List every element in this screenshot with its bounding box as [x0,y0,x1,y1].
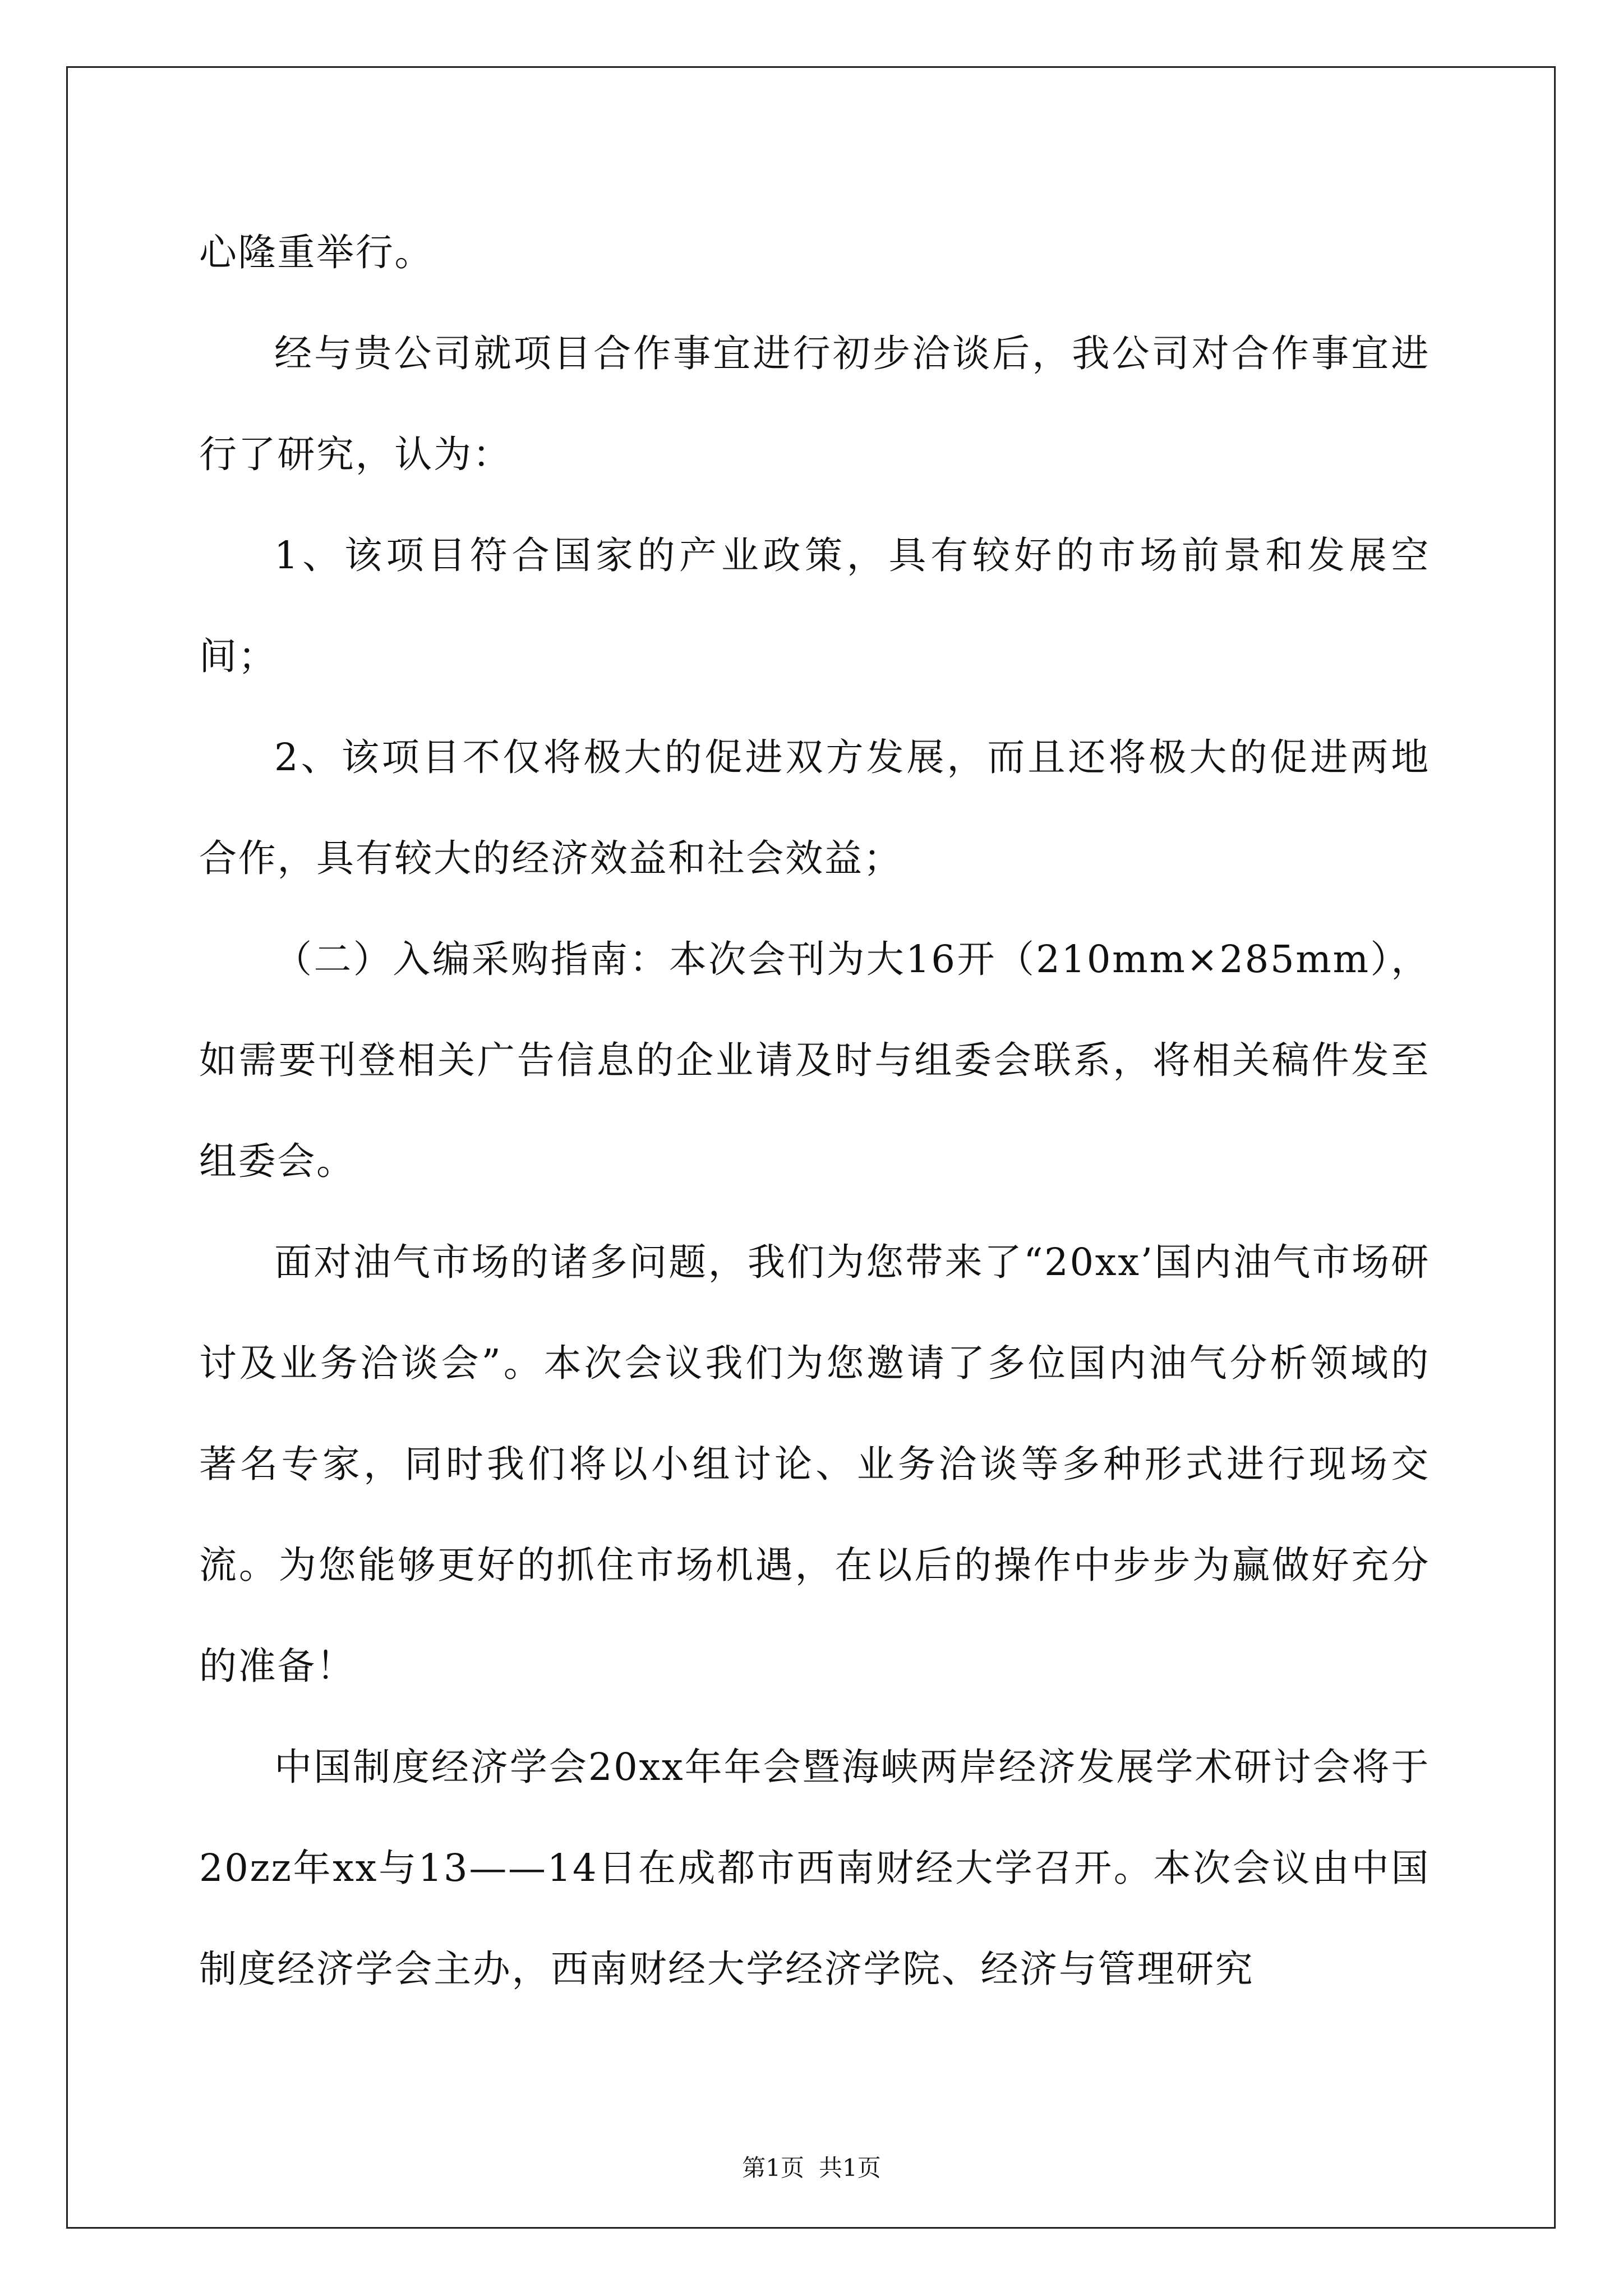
paragraph-point-2: 2、该项目不仅将极大的促进双方发展，而且还将极大的促进两地合作，具有较大的经济效益和社会效益； [199,735,1430,880]
document-body [199,202,1430,2019]
paragraph-continuation: 心隆重举行。 [199,231,434,274]
page-number-footer: 第1页 共1页 [742,2154,881,2182]
paragraph-point-1: 1、该项目符合国家的产业政策，具有较好的市场前景和发展空间； [199,533,1430,678]
paragraph-economics-conference: 中国制度经济学会20xx年年会暨海峡两岸经济发展学术研讨会将于20zz年xx与13——14日在成都市西南财经大学召开。本次会议由中国制度经济学会主办，西南财经大学经济学院、经济与管理研究 [199,1745,1430,1991]
paragraph-cooperation-intro: 经与贵公司就项目合作事宜进行初步洽谈后，我公司对合作事宜进行了研究，认为： [199,332,1430,476]
paragraph-oil-gas-meeting: 面对油气市场的诸多问题，我们为您带来了“20xx’国内油气市场研讨及业务洽谈会”。本次会议我们为您邀请了多位国内油气分析领域的著名专家，同时我们将以小组讨论、业务洽谈等多种形式进行现场交流。为您能够更好的抓住市场机遇，在以后的操作中步步为赢做好充分的准备！ [199,1240,1430,1688]
paragraph-procurement-guide: （二）入编采购指南：本次会刊为大16开（210mm×285mm），如需要刊登相关广告信息的企业请及时与组委会联系，将相关稿件发至组委会。 [199,937,1430,1183]
